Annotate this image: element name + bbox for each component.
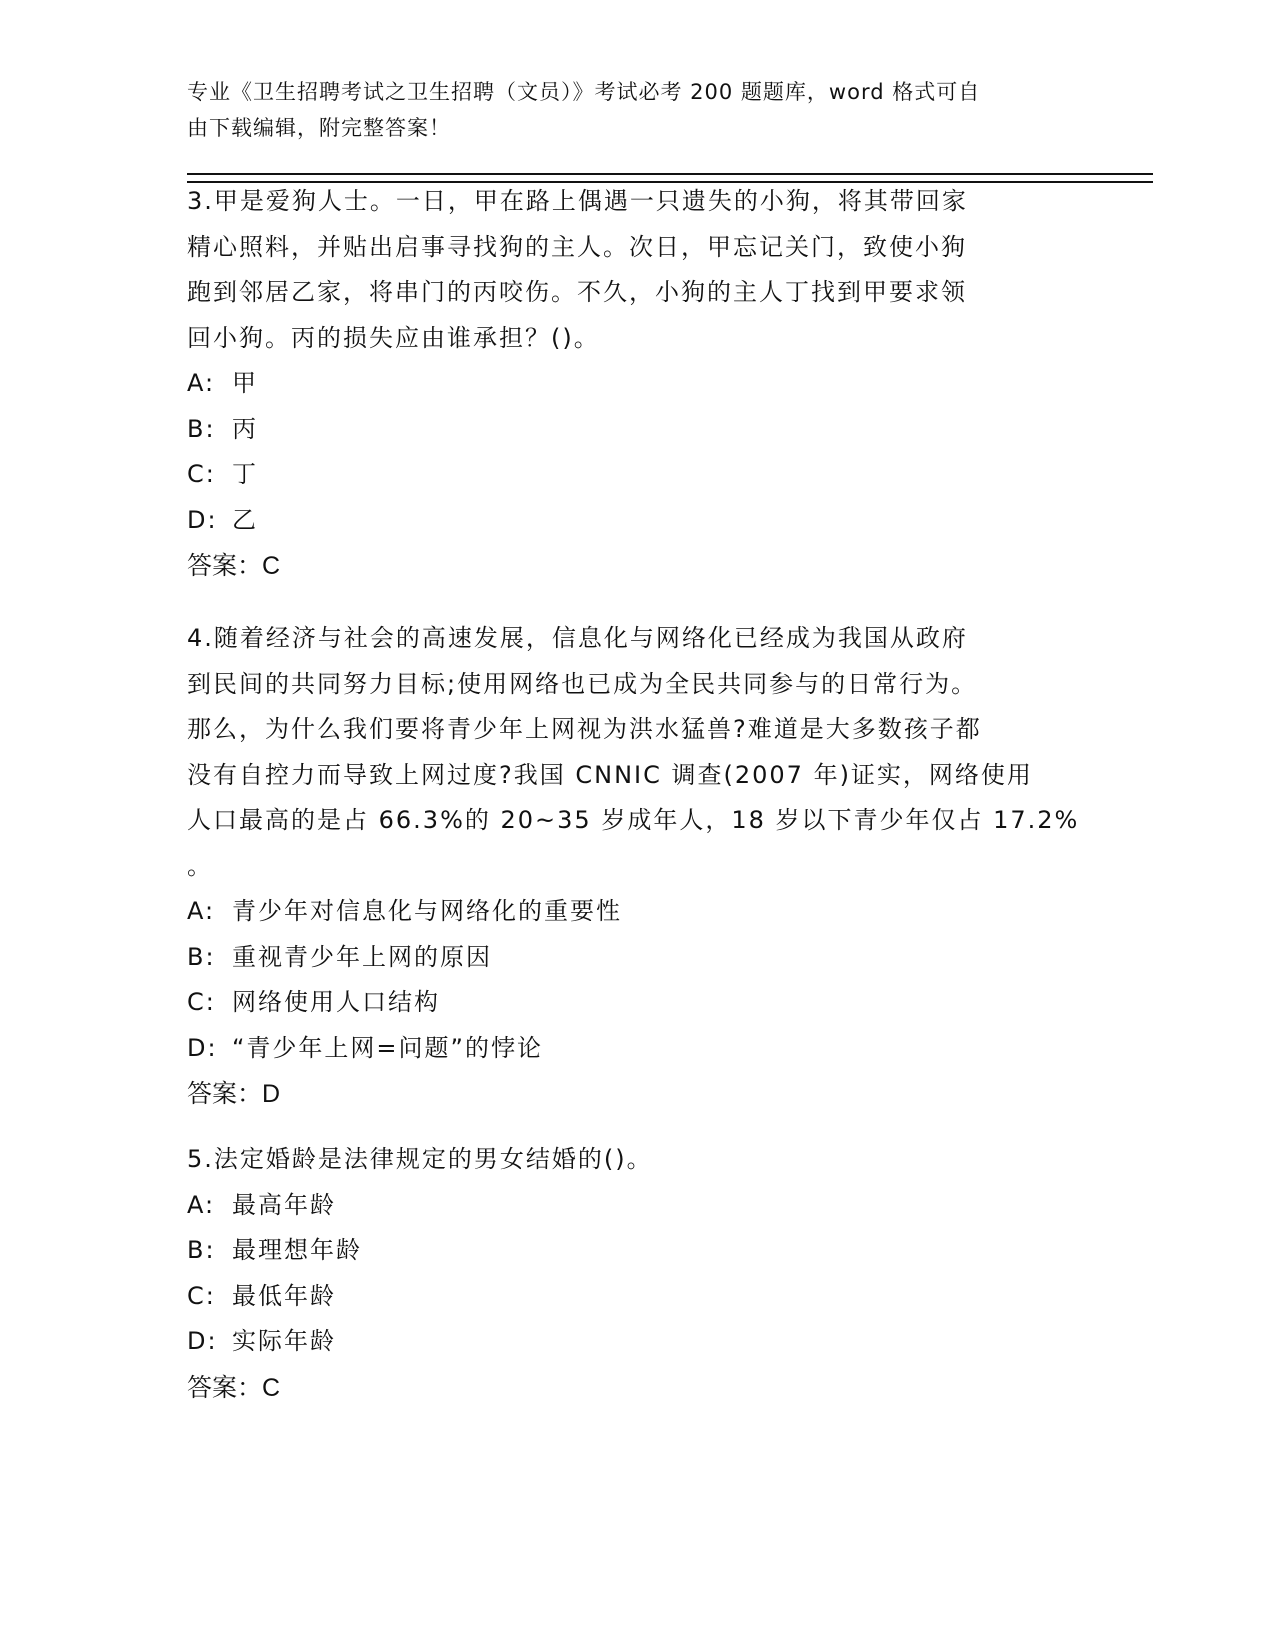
option-a <box>187 361 1087 407</box>
answer-line <box>187 1071 1087 1117</box>
option-text: 青少年对信息化与网络化的重要性 <box>232 897 622 925</box>
option-key: C: <box>187 988 216 1016</box>
option-key: C: <box>187 1281 216 1310</box>
option-key: B: <box>187 942 216 971</box>
option-c <box>187 452 1087 498</box>
stem-line: 3.甲是爱狗人士。一日，甲在路上偶遇一只遗失的小狗，将其带回家 <box>187 187 968 215</box>
option-d <box>187 498 1087 544</box>
option-d <box>187 1026 1087 1072</box>
option-text: 最理想年龄 <box>232 1236 362 1264</box>
question-stem <box>187 616 1087 889</box>
option-key: C: <box>187 460 216 488</box>
question-stem <box>187 1137 1087 1183</box>
answer-value: C <box>262 1373 281 1402</box>
option-key: A: <box>187 369 216 397</box>
answer-label: 答案： <box>187 1372 263 1402</box>
question-5 <box>187 1137 1087 1411</box>
option-text: 丙 <box>232 414 258 443</box>
option-a <box>187 889 1087 935</box>
option-key: D: <box>187 505 218 534</box>
question-3 <box>187 179 1087 589</box>
stem-line: 5.法定婚龄是法律规定的男女结婚的()。 <box>187 1145 653 1173</box>
document-header <box>187 74 1087 146</box>
option-text: 丁 <box>232 460 258 488</box>
option-key: B: <box>187 414 216 443</box>
option-b <box>187 407 1087 453</box>
option-text: 实际年龄 <box>232 1327 336 1355</box>
option-text: 最低年龄 <box>232 1281 336 1310</box>
answer-value: D <box>262 1080 281 1108</box>
header-line-1: 专业《卫生招聘考试之卫生招聘（文员）》考试必考 200 题题库，word 格式可自 <box>187 80 981 104</box>
stem-line: 到民间的共同努力目标;使用网络也已成为全民共同参与的日常行为。 <box>187 669 978 698</box>
answer-label: 答案： <box>187 551 263 580</box>
header-line-2: 由下载编辑，附完整答案！ <box>187 116 451 140</box>
option-c <box>187 980 1087 1026</box>
option-text: 甲 <box>232 369 258 397</box>
stem-line: 精心照料，并贴出启事寻找狗的主人。次日，甲忘记关门，致使小狗 <box>187 232 967 261</box>
option-b <box>187 1228 1087 1274</box>
stem-line: 人口最高的是占 66.3%的 20~35 岁成年人，18 岁以下青少年仅占 17.2% <box>187 806 1080 834</box>
answer-line <box>187 543 1087 589</box>
option-a <box>187 1183 1087 1229</box>
option-text: 网络使用人口结构 <box>232 988 440 1016</box>
question-4 <box>187 616 1087 1117</box>
answer-label: 答案： <box>187 1079 263 1108</box>
option-b <box>187 935 1087 981</box>
option-key: A: <box>187 1190 216 1219</box>
option-text: 乙 <box>232 505 258 534</box>
answer-line <box>187 1365 1087 1411</box>
option-d <box>187 1319 1087 1365</box>
stem-line: 回小狗。丙的损失应由谁承担？()。 <box>187 323 600 352</box>
stem-line: 。 <box>187 851 213 880</box>
option-key: D: <box>187 1033 218 1062</box>
stem-line: 那么，为什么我们要将青少年上网视为洪水猛兽?难道是大多数孩子都 <box>187 715 982 743</box>
stem-line: 没有自控力而导致上网过度?我国 CNNIC 调查(2007 年)证实，网络使用 <box>187 760 1033 789</box>
question-stem <box>187 179 1087 361</box>
option-text: 最高年龄 <box>232 1190 336 1219</box>
answer-value: C <box>262 552 281 580</box>
option-c <box>187 1274 1087 1320</box>
option-text: “青少年上网=问题”的悖论 <box>232 1033 543 1062</box>
option-key: D: <box>187 1327 218 1355</box>
option-text: 重视青少年上网的原因 <box>232 942 492 971</box>
stem-line: 4.随着经济与社会的高速发展，信息化与网络化已经成为我国从政府 <box>187 624 968 652</box>
option-key: A: <box>187 897 216 925</box>
option-key: B: <box>187 1236 216 1264</box>
stem-line: 跑到邻居乙家，将串门的丙咬伤。不久，小狗的主人丁找到甲要求领 <box>187 278 967 306</box>
header-divider-top <box>187 173 1153 175</box>
